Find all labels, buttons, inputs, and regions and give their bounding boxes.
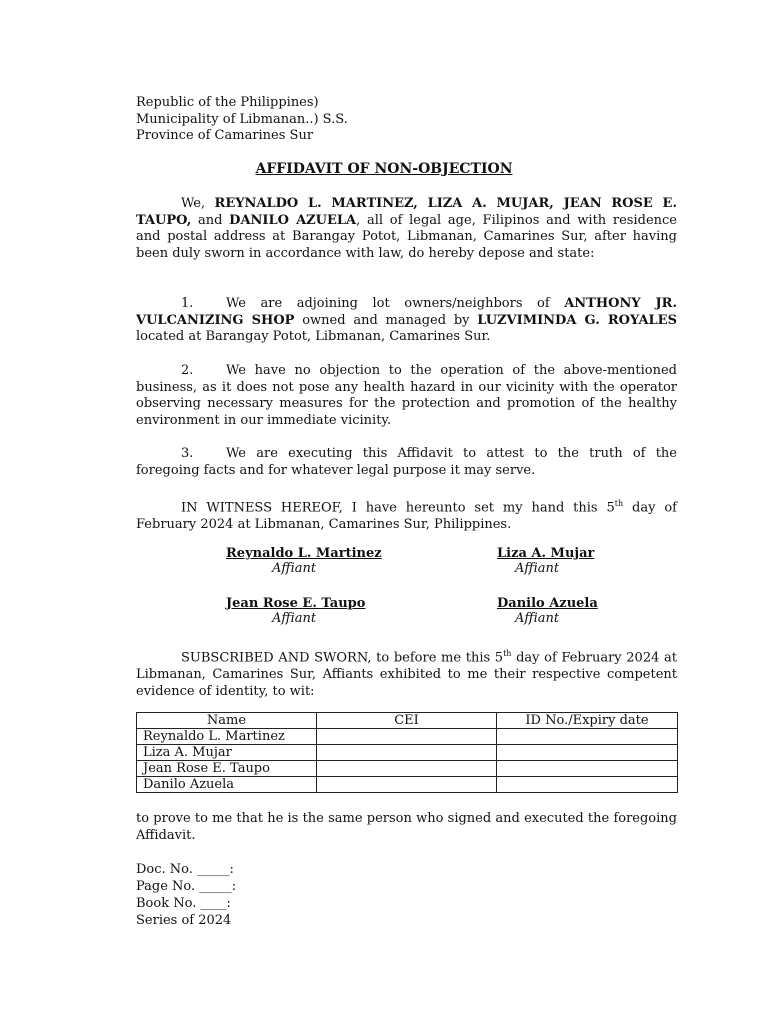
intro-text: We, bbox=[181, 196, 206, 211]
business-name: ANTHONY JR. VULCANIZING SHOP bbox=[136, 296, 677, 328]
book-number: Book No. ____: bbox=[136, 896, 231, 911]
item-text: We are adjoining lot owners/neighbors of bbox=[226, 296, 550, 311]
column-header: Name bbox=[137, 713, 317, 729]
jurat-text: day of February 2024 at Libmanan, Camarines Sur, Affiants exhibited to me their respective competent evidence of identity, to wit: bbox=[136, 650, 677, 699]
intro-text: and bbox=[197, 212, 223, 228]
doc-number: Doc. No. _____: bbox=[136, 862, 234, 877]
signature-block bbox=[497, 546, 594, 576]
table-cell: Jean Rose E. Taupo bbox=[137, 761, 317, 777]
item-number: 1. bbox=[181, 296, 194, 311]
signatory-name: Liza A. Mujar bbox=[497, 546, 595, 561]
item-3 bbox=[136, 446, 677, 479]
item-text: owned and managed by bbox=[302, 312, 470, 328]
signatory-name: Jean Rose E. Taupo bbox=[226, 596, 366, 611]
prove-paragraph: to prove to me that he is the same person who signed and executed the foregoing Affidavit. bbox=[136, 811, 677, 843]
affiant-names: REYNALDO L. MARTINEZ, LIZA A. MUJAR, JEAN ROSE E. TAUPO, bbox=[136, 196, 677, 228]
table-cell bbox=[497, 729, 678, 745]
caption-line: Province of Camarines Sur bbox=[136, 128, 314, 143]
table-cell bbox=[497, 761, 678, 777]
signatory-role: Affiant bbox=[515, 611, 560, 626]
table-cell bbox=[317, 761, 497, 777]
jurat-text: SUBSCRIBED AND SWORN, to before me this 5 bbox=[181, 650, 504, 666]
identity-table bbox=[136, 712, 678, 793]
ordinal-suffix: th bbox=[503, 649, 512, 658]
witness-text: day of February 2024 at Libmanan, Camarines Sur, Philippines. bbox=[136, 500, 677, 532]
notarial-register bbox=[136, 861, 236, 929]
column-header: ID No./Expiry date bbox=[497, 713, 678, 729]
signatory-role: Affiant bbox=[272, 561, 317, 576]
table-cell bbox=[497, 777, 678, 793]
item-text: We are executing this Affidavit to attest to the truth of the foregoing facts and for whatever legal purpose it may serve. bbox=[136, 446, 677, 478]
item-number: 2. bbox=[181, 363, 194, 378]
ordinal-suffix: th bbox=[614, 499, 624, 508]
table-cell bbox=[497, 745, 678, 761]
signatory-name: Reynaldo L. Martinez bbox=[226, 546, 382, 561]
intro-text: , all of legal age, Filipinos and with residence and postal address at Barangay Potot, Libmanan, Camarines Sur, after having been duly sworn in accordance with law, do hereby depose and state: bbox=[136, 212, 677, 261]
table-cell: Danilo Azuela bbox=[137, 777, 317, 793]
caption-line: Municipality of Libmanan..) S.S. bbox=[136, 111, 348, 127]
item-number: 3. bbox=[181, 446, 194, 461]
table-row bbox=[137, 761, 678, 777]
signature-block bbox=[226, 596, 365, 626]
table-row bbox=[137, 777, 678, 793]
venue-caption bbox=[136, 95, 348, 145]
table-cell bbox=[317, 729, 497, 745]
signatory-role: Affiant bbox=[272, 611, 317, 626]
signature-block bbox=[226, 546, 382, 576]
table-cell: Liza A. Mujar bbox=[137, 745, 317, 761]
jurat-paragraph bbox=[136, 646, 677, 700]
document-title: AFFIDAVIT OF NON-OBJECTION bbox=[255, 161, 513, 177]
owner-name: LUZVIMINDA G. ROYALES bbox=[477, 312, 677, 328]
caption-line: Republic of the Philippines) bbox=[136, 95, 319, 110]
signature-block bbox=[497, 596, 598, 626]
table-header-row bbox=[137, 713, 678, 729]
table-cell bbox=[317, 777, 497, 793]
witness-paragraph bbox=[136, 496, 677, 534]
affiant-name: DANILO AZUELA bbox=[229, 212, 357, 228]
item-1 bbox=[136, 296, 677, 346]
intro-paragraph bbox=[136, 196, 677, 262]
table-row bbox=[137, 729, 678, 745]
signatory-name: Danilo Azuela bbox=[497, 596, 598, 611]
series-year: Series of 2024 bbox=[136, 913, 232, 928]
item-2 bbox=[136, 363, 677, 429]
table-cell: Reynaldo L. Martinez bbox=[137, 729, 317, 745]
item-text: located at Barangay Potot, Libmanan, Camarines Sur. bbox=[136, 329, 491, 345]
column-header: CEI bbox=[317, 713, 497, 729]
page-number: Page No. _____: bbox=[136, 879, 237, 894]
table-cell bbox=[317, 745, 497, 761]
signatory-role: Affiant bbox=[515, 561, 560, 576]
witness-text: IN WITNESS HEREOF, I have hereunto set my hand this 5 bbox=[181, 500, 615, 516]
item-text: We have no objection to the operation of the above-mentioned business, as it does not pose any health hazard in our vicinity with the operator observing necessary measures for the protection and promotion of the healthy environment in our immediate vicinity. bbox=[136, 363, 677, 428]
table-row bbox=[137, 745, 678, 761]
